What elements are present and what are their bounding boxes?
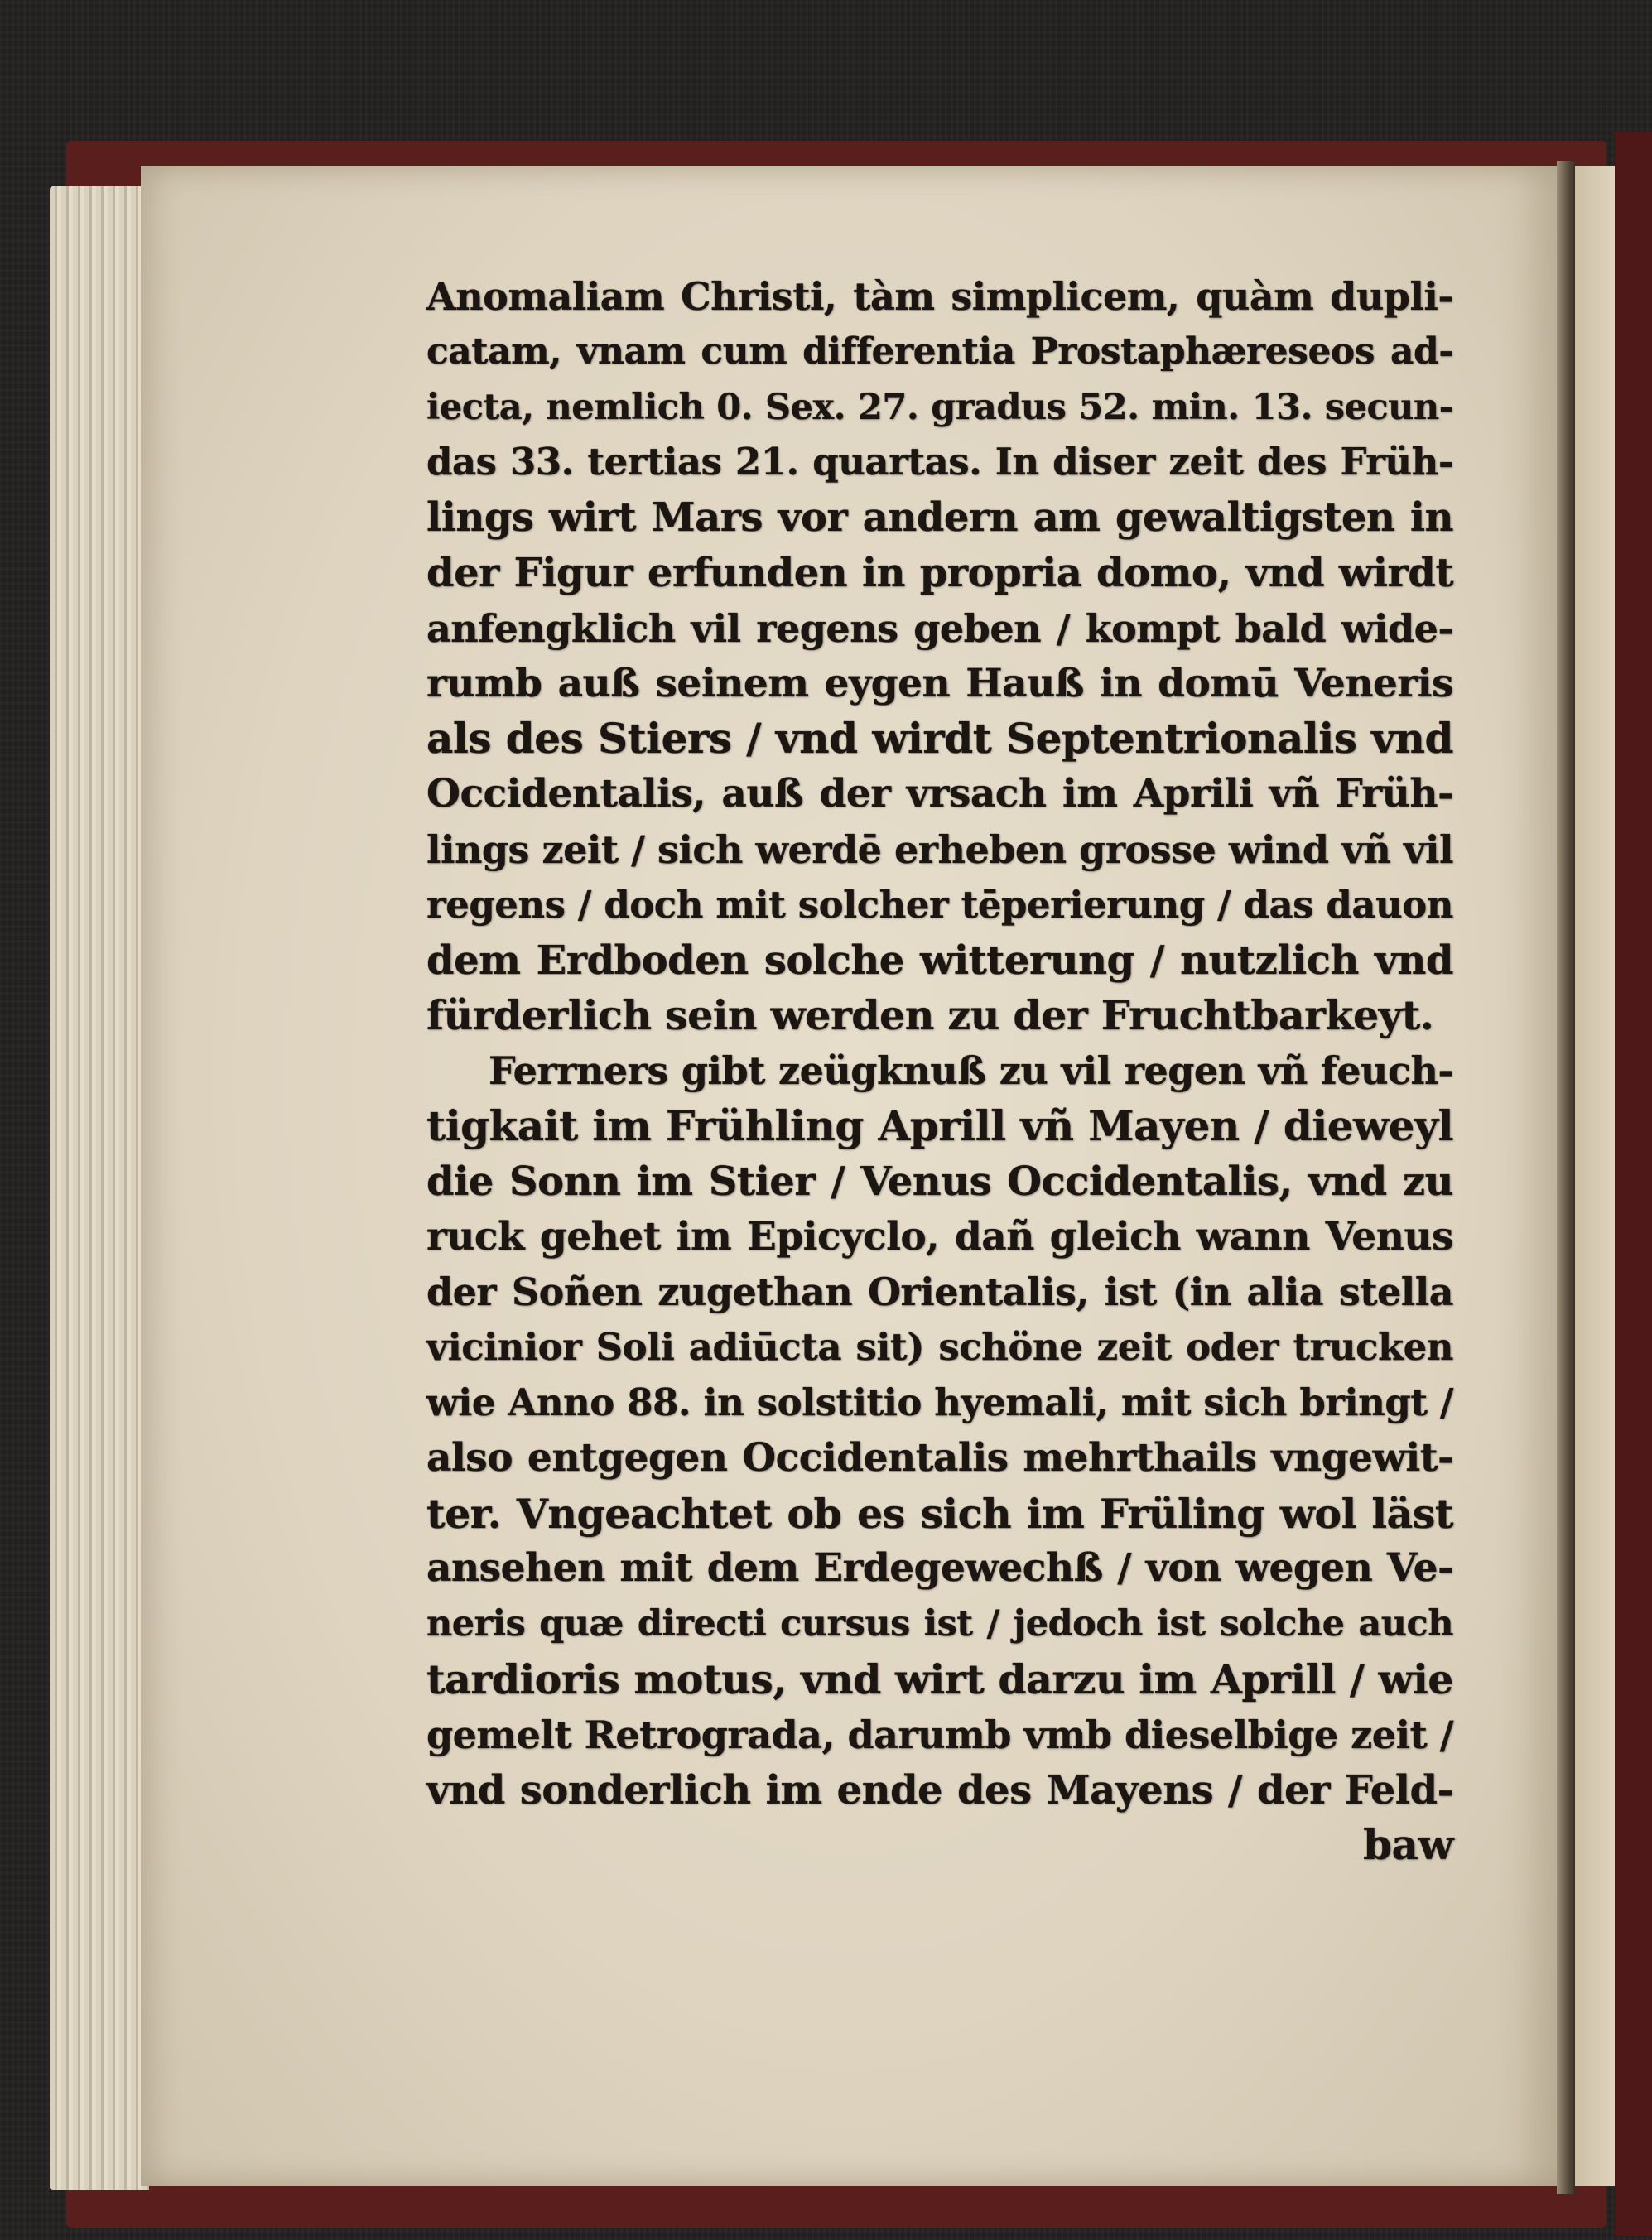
text-line: iecta, nemlich 0. Sex. 27. gradus 52. min. 13. secun-: [426, 386, 1453, 428]
text-line: gemelt Retrograda, darumb vmb dieselbige zeit /: [426, 1712, 1454, 1757]
text-line: Occidentalis, auß der vrsach im Aprili vñ Früh-: [426, 771, 1453, 817]
text-line: lings wirt Mars vor andern am gewaltigsten in: [426, 494, 1453, 542]
text-line: der Soñen zugethan Orientalis, ist (in alia stella: [426, 1269, 1453, 1315]
book-gutter: [1557, 161, 1575, 2194]
text-line-paragraph-end: fürderlich sein werden zu der Fruchtbarkeyt.: [426, 991, 1434, 1040]
text-line: als des Stiers / vnd wirdt Septentrionalis vnd: [426, 714, 1453, 764]
text-line: also entgegen Occidentalis mehrthails vngewit-: [426, 1434, 1453, 1481]
text-line: die Sonn im Stier / Venus Occidentalis, vnd zu: [426, 1158, 1453, 1205]
text-line: wie Anno 88. in solstitio hyemali, mit sich bringt /: [426, 1380, 1453, 1424]
text-line: neris quæ directi cursus ist / jedoch ist solche auch: [426, 1603, 1453, 1645]
page-edges: [50, 186, 149, 2190]
text-line: ter. Vngeachtet ob es sich im Früling wol läst: [426, 1489, 1453, 1538]
text-line: regens / doch mit solcher tēperierung / das dauon: [426, 882, 1453, 927]
text-line: der Figur erfunden in propria domo, vnd wirdt: [426, 549, 1453, 596]
catchword: baw: [1363, 1820, 1453, 1870]
text-line: tardioris motus, vnd wirt darzu im Aprill / wie: [426, 1655, 1453, 1703]
text-line: anfengklich vil regens geben / kompt bald wide-: [426, 605, 1453, 651]
text-line: ruck gehet im Epicyclo, dañ gleich wann Venus: [426, 1213, 1453, 1260]
text-line: das 33. tertias 21. quartas. In diser zeit des Früh-: [426, 440, 1453, 484]
text-line: ansehen mit dem Erdegewechß / von wegen Ve-: [426, 1545, 1453, 1592]
text-block: [426, 269, 1453, 2199]
text-line-paragraph-start: Ferrners gibt zeügknuß zu vil regen vñ feuch-: [489, 1048, 1453, 1094]
text-line: lings zeit / sich werdē erheben grosse wind vñ vil: [426, 826, 1453, 872]
text-line: vicinior Soli adiūcta sit) schöne zeit oder trucken: [426, 1325, 1453, 1370]
text-line: rumb auß seinem eygen Hauß in domū Veneris: [426, 660, 1453, 706]
text-line: tigkait im Frühling Aprill vñ Mayen / dieweyl: [426, 1101, 1453, 1150]
text-line: catam, vnam cum differentia Prostaphæreseos ad-: [426, 330, 1453, 373]
text-line: dem Erdboden solche witterung / nutzlich vnd: [426, 937, 1453, 984]
text-line: vnd sonderlich im ende des Mayens / der Feld-: [426, 1766, 1453, 1814]
book-cover-edge: [1615, 132, 1652, 2236]
text-line: Anomaliam Christi, tàm simplicem, quàm dupli-: [426, 274, 1453, 319]
